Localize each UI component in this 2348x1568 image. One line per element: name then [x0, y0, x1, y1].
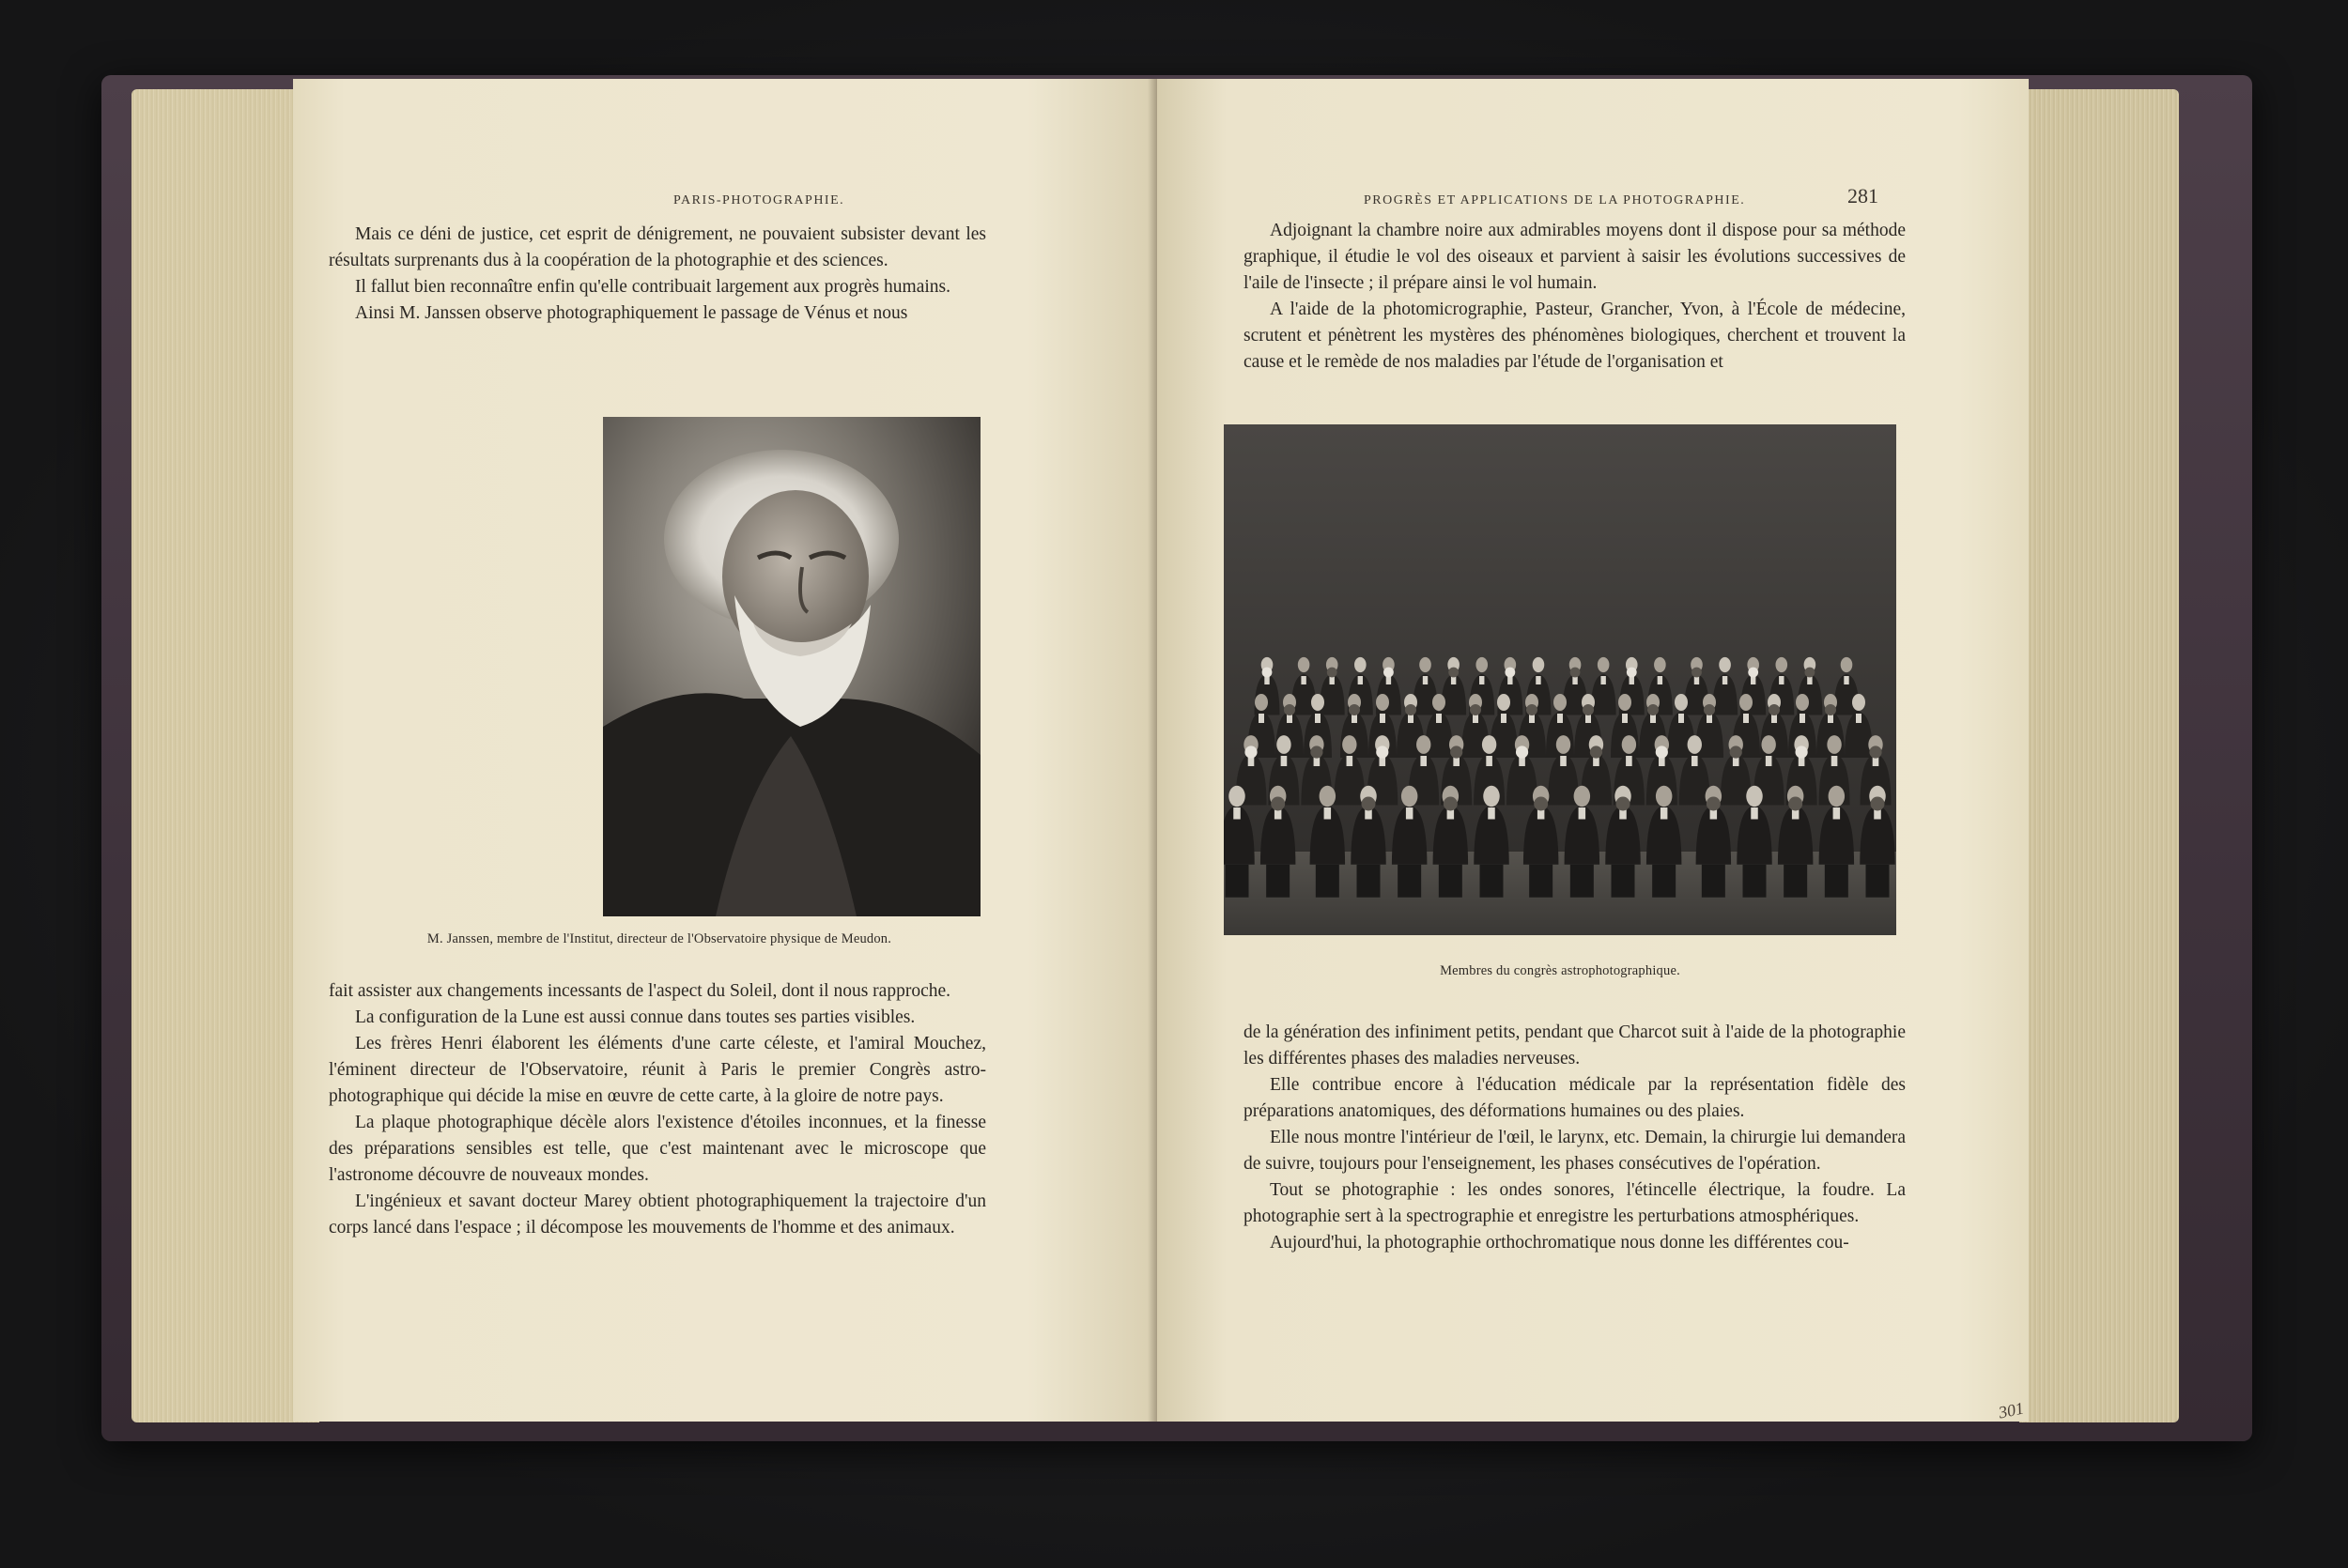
right-page-edges: [2019, 89, 2179, 1422]
margin-pencil-note: 301: [1997, 1398, 2026, 1422]
congress-group-photo: [1224, 424, 1896, 935]
paragraph: A l'aide de la photomicrographie, Pasteur, Grancher, Yvon, à l'École de médecine, scrutent et pénètrent les mystères des phénomènes biologiques, cherchent et trouvent la cause et le remède de nos maladies par l'étude de l'organisation et: [1244, 300, 1906, 372]
paragraph: Tout se photographie : les ondes sonores, l'étincelle électrique, la foudre. La photographie sert à la spectrographie et enregistre les perturbations atmosphériques.: [1244, 1180, 1906, 1226]
paragraph: Elle nous montre l'intérieur de l'œil, le larynx, etc. Demain, la chirurgie lui demandera de suivre, toujours pour l'enseignement, les phases consécutives de l'opération.: [1244, 1128, 1906, 1174]
paragraph: La configuration de la Lune est aussi connue dans toutes ses parties visibles.: [355, 1007, 916, 1027]
right-running-head: PROGRÈS ET APPLICATIONS DE LA PHOTOGRAPHIE.: [1364, 193, 1746, 208]
left-text-bottom: [329, 978, 986, 1241]
paragraph: fait assister aux changements incessants de l'aspect du Soleil, dont il nous rapproche.: [329, 981, 951, 1001]
janssen-portrait: [603, 417, 981, 916]
paragraph: Les frères Henri élaborent les éléments d'une carte céleste, et l'amiral Mouchez, l'éminent directeur de l'Observatoire, réunit à Paris le premier Congrès astro-photographique qui décide la mise en œuvre de cette carte, à la gloire de notre pays.: [329, 1034, 986, 1106]
right-text-top: [1244, 218, 1906, 376]
right-page: [1157, 79, 2029, 1422]
paragraph: Aujourd'hui, la photographie orthochromatique nous donne les différentes cou-: [1270, 1233, 1849, 1253]
left-page: [293, 79, 1157, 1422]
paragraph: Mais ce déni de justice, cet esprit de dénigrement, ne pouvaient subsister devant les résultats surprenants dus à la coopération de la photographie et des sciences.: [329, 224, 986, 270]
paragraph: Il fallut bien reconnaître enfin qu'elle contribuait largement aux progrès humains.: [355, 277, 950, 297]
page-number: 281: [1847, 184, 1878, 208]
group-illustration: [1224, 424, 1896, 935]
paragraph: de la génération des infiniment petits, pendant que Charcot suit à l'aide de la photographie les différentes phases des maladies nerveuses.: [1244, 1022, 1906, 1068]
left-running-head: PARIS-PHOTOGRAPHIE.: [673, 193, 845, 208]
portrait-illustration: [603, 417, 981, 916]
paragraph: Ainsi M. Janssen observe photographiquement le passage de Vénus et nous: [355, 303, 908, 323]
paragraph: L'ingénieux et savant docteur Marey obtient photographiquement la trajectoire d'un corps lancé dans l'espace ; il décompose les mouvements de l'homme et des animaux.: [329, 1191, 986, 1237]
paragraph: Adjoignant la chambre noire aux admirables moyens dont il dispose pour sa méthode graphique, il étudie le vol des oiseaux et parvient à saisir les évolutions successives de l'aile de l'insecte ; il prépare ainsi le vol humain.: [1244, 221, 1906, 293]
paragraph: La plaque photographique décèle alors l'existence d'étoiles inconnues, et la finesse des préparations sensibles est telle, que c'est maintenant avec le microscope que l'astronome découvre de nouveaux mondes.: [329, 1113, 986, 1185]
left-page-edges: [131, 89, 319, 1422]
portrait-caption: M. Janssen, membre de l'Institut, directeur de l'Observatoire physique de Meudon.: [426, 931, 892, 946]
right-text-bottom: [1244, 1020, 1906, 1256]
left-text-top: [329, 222, 986, 327]
paragraph: Elle contribue encore à l'éducation médicale par la représentation fidèle des préparations anatomiques, des déformations humaines ou des plaies.: [1244, 1075, 1906, 1121]
group-photo-caption: Membres du congrès astrophotographique.: [1440, 963, 1680, 978]
